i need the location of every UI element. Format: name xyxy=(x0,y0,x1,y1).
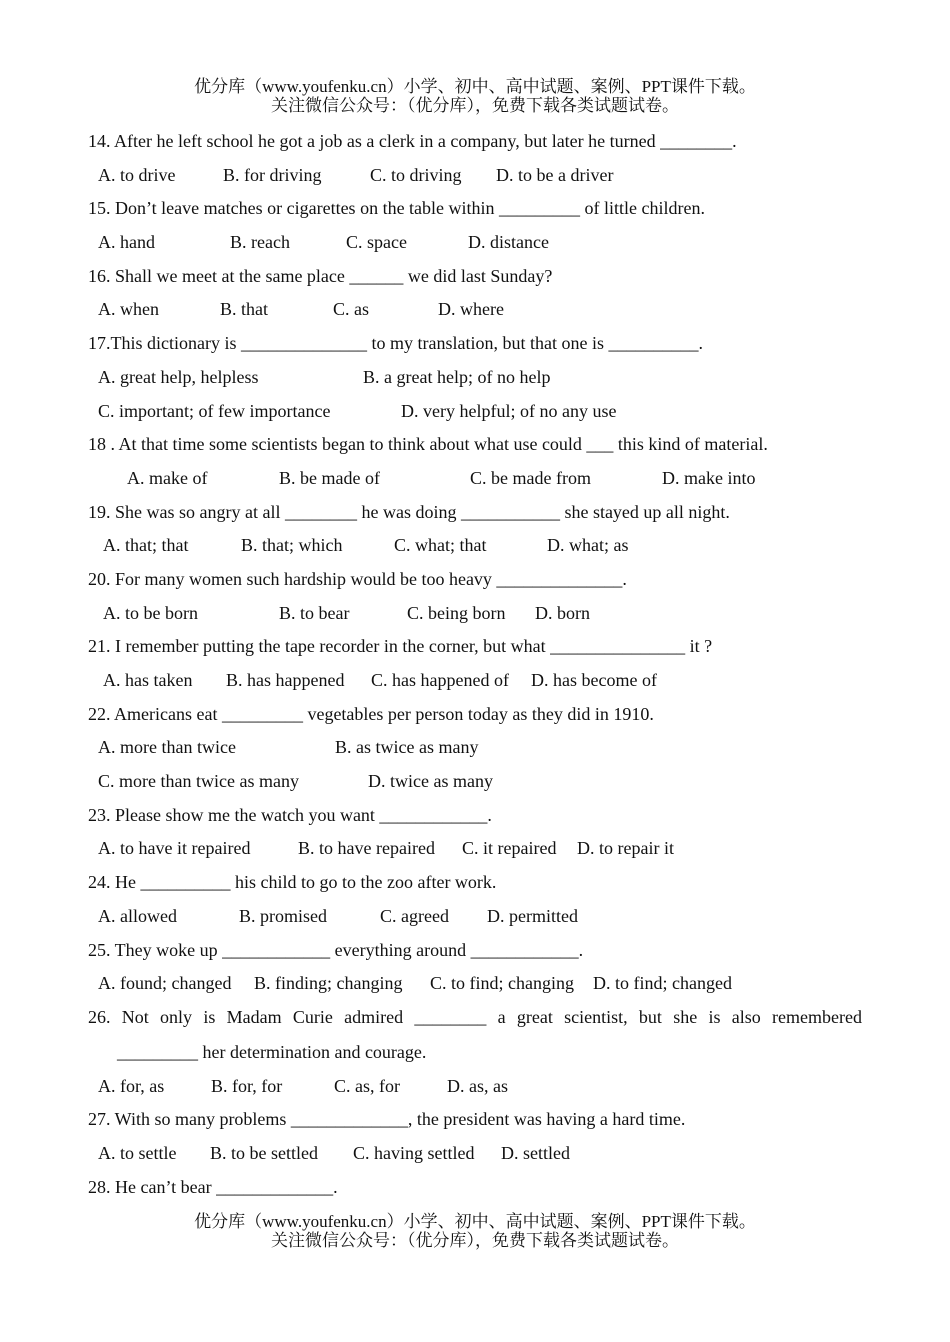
option-a: A. for, as xyxy=(98,1075,165,1096)
option-b: B. be made of xyxy=(279,467,380,488)
option-c: C. as, for xyxy=(334,1075,400,1096)
option-a: A. more than twice xyxy=(98,737,236,758)
option-c: C. space xyxy=(346,232,407,253)
option-a: A. hand xyxy=(98,232,155,253)
option-b: B. for, for xyxy=(211,1075,283,1096)
option-d: D. born xyxy=(535,602,590,623)
option-b: B. to be settled xyxy=(210,1142,318,1163)
question-24-options xyxy=(0,900,950,934)
word: Curie xyxy=(292,1006,333,1027)
question-25-options xyxy=(0,967,950,1001)
option-d: D. to repair it xyxy=(577,838,674,859)
question-23-stem: 23. Please show me the watch you want ____________. xyxy=(88,804,492,825)
option-d: D. has become of xyxy=(531,670,657,690)
option-c: C. as xyxy=(333,299,369,320)
option-c: C. has happened of xyxy=(371,670,509,690)
question-21-stem: 21. I remember putting the tape recorder in the corner, but what _______________ it ? xyxy=(88,636,713,657)
word: a xyxy=(497,1006,506,1027)
option-b: B. that xyxy=(220,299,268,320)
option-c: C. being born xyxy=(407,602,506,623)
option-b: B. to bear xyxy=(279,602,350,623)
question-25-stem: 25. They woke up ____________ everything around ____________. xyxy=(88,939,584,960)
option-a: A. to drive xyxy=(98,164,176,185)
option-b: B. has happened xyxy=(226,670,345,690)
question-21-options xyxy=(0,664,950,698)
option-d: D. settled xyxy=(501,1142,570,1163)
question-26-stem-line-2: _________ her determination and courage. xyxy=(117,1041,427,1062)
word: Not xyxy=(121,1006,149,1027)
option-a: A. has taken xyxy=(103,670,193,690)
question-14-options xyxy=(0,159,950,193)
footer-line-1: 优分库（www.youfenku.cn）小学、初中、高中试题、案例、PPT课件下载。 xyxy=(194,1212,756,1231)
word: but xyxy=(638,1006,662,1027)
question-15-stem: 15. Don’t leave matches or cigarettes on the table within _________ of little children. xyxy=(88,198,706,219)
question-16-options xyxy=(0,293,950,327)
page-footer xyxy=(0,1212,950,1250)
option-a: A. that; that xyxy=(103,535,189,556)
option-a: A. to settle xyxy=(98,1142,177,1163)
option-a: A. to have it repaired xyxy=(98,838,251,859)
question-23-options xyxy=(0,832,950,866)
question-19-stem: 19. She was so angry at all ________ he was doing ___________ she stayed up all night. xyxy=(88,501,730,522)
question-20-stem: 20. For many women such hardship would be too heavy ______________. xyxy=(88,568,627,589)
word: remembered xyxy=(772,1006,862,1027)
word: she xyxy=(673,1006,698,1027)
option-c: C. be made from xyxy=(470,467,591,488)
option-d: D. permitted xyxy=(487,905,578,926)
question-18-options xyxy=(0,462,950,496)
option-c: C. important; of few importance xyxy=(98,400,331,421)
question-24-stem: 24. He __________ his child to go to the zoo after work. xyxy=(88,872,497,893)
option-b: B. that; which xyxy=(241,535,343,556)
question-16-stem: 16. Shall we meet at the same place ______ we did last Sunday? xyxy=(88,265,553,286)
option-c: C. it repaired xyxy=(462,838,557,859)
question-22-stem: 22. Americans eat _________ vegetables per person today as they did in 1910. xyxy=(88,703,654,724)
question-27-stem: 27. With so many problems _____________, the president was having a hard time. xyxy=(88,1109,686,1130)
option-b: B. as twice as many xyxy=(335,737,479,758)
word: is xyxy=(708,1006,721,1027)
question-26-stem-line-1 xyxy=(0,1001,862,1035)
option-d: D. distance xyxy=(468,232,549,253)
option-a: A. allowed xyxy=(98,905,177,926)
option-b: B. reach xyxy=(230,232,290,253)
option-b: B. to have repaired xyxy=(298,838,435,859)
question-20-options xyxy=(0,597,950,631)
option-d: D. to find; changed xyxy=(593,973,732,994)
option-a: A. when xyxy=(98,299,159,320)
option-c: C. to find; changing xyxy=(430,973,574,994)
option-a: A. to be born xyxy=(103,602,198,623)
question-27-options xyxy=(0,1137,950,1171)
option-c: C. to driving xyxy=(370,164,462,185)
option-c: C. more than twice as many xyxy=(98,771,299,792)
option-d: D. where xyxy=(438,299,504,320)
option-d: D. to be a driver xyxy=(496,164,614,185)
question-28-stem: 28. He can’t bear _____________. xyxy=(88,1176,338,1197)
option-b: B. promised xyxy=(239,905,327,926)
option-d: D. twice as many xyxy=(368,771,493,792)
question-19-options xyxy=(0,529,950,563)
option-a: A. make of xyxy=(127,467,208,488)
option-d: D. make into xyxy=(662,467,756,488)
option-c: C. agreed xyxy=(380,905,449,926)
option-a: A. found; changed xyxy=(98,973,232,994)
page-header xyxy=(0,77,950,115)
question-22-options-row-1 xyxy=(0,731,950,765)
question-17-options-row-2 xyxy=(0,395,950,429)
word: also xyxy=(731,1006,761,1027)
question-14-stem: 14. After he left school he got a job as a clerk in a company, but later he turned ________. xyxy=(88,131,737,151)
question-list xyxy=(0,125,950,1204)
word: admired xyxy=(344,1006,404,1027)
option-d: D. as, as xyxy=(447,1075,508,1096)
option-c: C. what; that xyxy=(394,535,487,556)
option-b: B. a great help; of no help xyxy=(363,366,551,387)
header-line-2: 关注微信公众号：（优分库），免费下载各类试题试卷。 xyxy=(271,96,679,115)
option-b: B. finding; changing xyxy=(254,973,403,994)
word: Madam xyxy=(226,1006,282,1027)
question-15-options xyxy=(0,226,950,260)
question-22-options-row-2 xyxy=(0,765,950,799)
question-18-stem: 18 . At that time some scientists began to think about what use could ___ this kind of material. xyxy=(88,434,768,455)
word: scientist, xyxy=(564,1006,628,1027)
question-26-options xyxy=(0,1070,950,1104)
option-a: A. great help, helpless xyxy=(98,366,259,387)
word: only xyxy=(160,1006,193,1027)
option-d: D. what; as xyxy=(547,535,629,556)
header-line-1: 优分库（www.youfenku.cn）小学、初中、高中试题、案例、PPT课件下载。 xyxy=(194,77,756,96)
question-17-stem: 17.This dictionary is ______________ to my translation, but that one is __________. xyxy=(88,333,703,354)
option-d: D. very helpful; of no any use xyxy=(401,400,617,421)
footer-line-2: 关注微信公众号：（优分库），免费下载各类试题试卷。 xyxy=(271,1231,679,1250)
word: great xyxy=(516,1006,553,1027)
word: 26. xyxy=(88,1006,111,1027)
option-b: B. for driving xyxy=(223,164,322,185)
word: ________ xyxy=(414,1006,487,1027)
question-17-options-row-1 xyxy=(0,361,950,395)
word: is xyxy=(203,1006,216,1027)
option-c: C. having settled xyxy=(353,1142,475,1163)
